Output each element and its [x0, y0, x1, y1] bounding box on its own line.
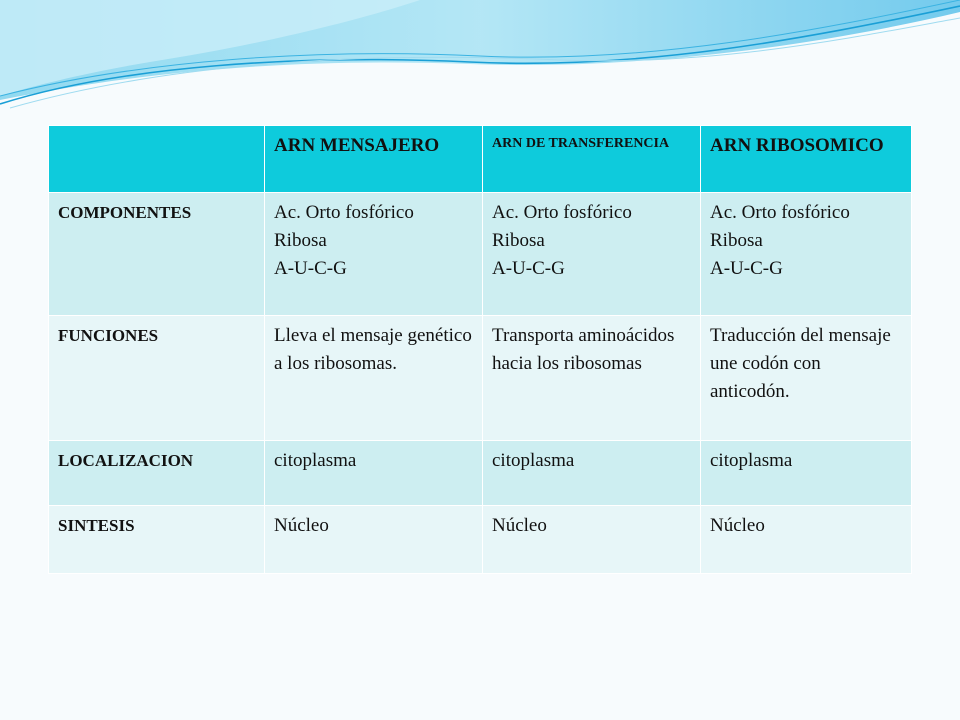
table-corner-cell — [49, 126, 265, 193]
cell-text: Ribosa — [492, 230, 545, 251]
table-cell — [483, 441, 701, 506]
row-label-cell — [49, 316, 265, 441]
row-label: SINTESIS — [58, 516, 135, 535]
cell-text: A-U-C-G — [710, 258, 783, 279]
header-label: ARN MENSAJERO — [274, 135, 440, 156]
cell-text: citoplasma — [710, 450, 793, 471]
cell-text: Ac. Orto fosfórico — [710, 202, 850, 223]
table-cell — [701, 316, 912, 441]
header-label: ARN DE TRANSFERENCIA — [492, 136, 670, 151]
table-cell — [483, 193, 701, 316]
row-label: LOCALIZACION — [58, 451, 194, 470]
cell-text: Lleva el mensaje genético a los ribosomas. — [274, 325, 472, 374]
table-cell — [701, 441, 912, 506]
table-cell — [701, 193, 912, 316]
cell-text: A-U-C-G — [492, 258, 565, 279]
header-arn-ribosomico — [701, 126, 912, 193]
table-cell — [265, 506, 483, 574]
table-cell — [483, 316, 701, 441]
table-cell — [483, 506, 701, 574]
row-label: FUNCIONES — [58, 326, 159, 345]
table-row-funciones — [49, 316, 912, 441]
header-arn-mensajero — [265, 126, 483, 193]
row-label-cell — [49, 441, 265, 506]
table-cell — [265, 316, 483, 441]
cell-text: Núcleo — [710, 515, 765, 536]
header-label: ARN RIBOSOMICO — [710, 135, 884, 156]
table-row-sintesis — [49, 506, 912, 574]
table-cell — [701, 506, 912, 574]
cell-text: Núcleo — [274, 515, 329, 536]
table-header-row — [49, 126, 912, 193]
cell-text: citoplasma — [274, 450, 357, 471]
cell-text: A-U-C-G — [274, 258, 347, 279]
cell-text: Ac. Orto fosfórico — [492, 202, 632, 223]
table-row-componentes — [49, 193, 912, 316]
rna-comparison-table — [48, 125, 912, 574]
cell-text: citoplasma — [492, 450, 575, 471]
row-label: COMPONENTES — [58, 203, 192, 222]
header-arn-transferencia — [483, 126, 701, 193]
row-label-cell — [49, 506, 265, 574]
row-label-cell — [49, 193, 265, 316]
cell-text: Ribosa — [274, 230, 327, 251]
cell-text: Traducción del mensaje une codón con anticodón. — [710, 325, 891, 402]
cell-text: Ac. Orto fosfórico — [274, 202, 414, 223]
cell-text: Ribosa — [710, 230, 763, 251]
cell-text: Transporta aminoácidos hacia los ribosomas — [492, 325, 675, 374]
table-cell — [265, 193, 483, 316]
table-cell — [265, 441, 483, 506]
table-row-localizacion — [49, 441, 912, 506]
cell-text: Núcleo — [492, 515, 547, 536]
